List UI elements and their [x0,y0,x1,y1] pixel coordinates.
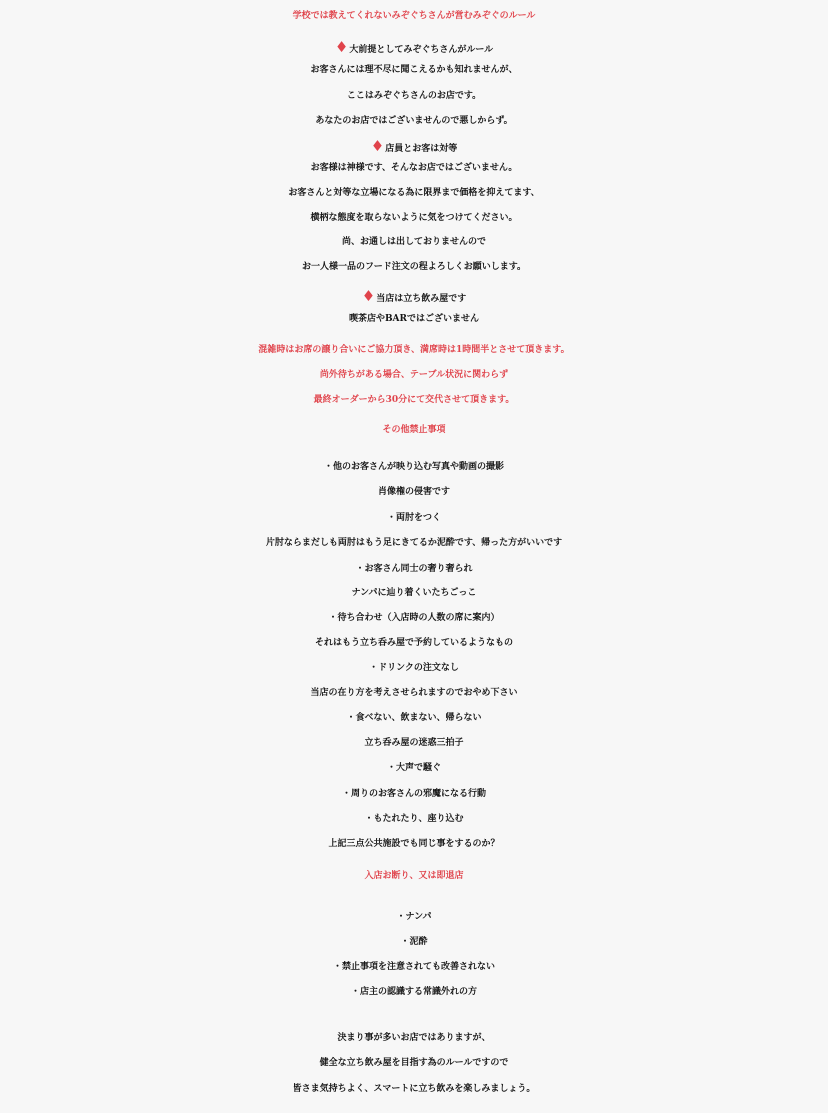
prohibited-item: ・食べない、飲まない、帰らない [346,713,482,723]
section-heading-refusal: 入店お断り、又は即退店 [364,871,464,881]
rule-heading-1 [0,40,828,55]
section-heading-prohibited: その他禁止事項 [382,425,446,435]
closing-text: 決まり事が多いお店ではありますが、 [337,1033,491,1043]
closing-text: 健全な立ち飲み屋を目指す為のルールですので [319,1058,509,1068]
refusal-item: ・ナンパ [396,912,432,922]
diamond-bullet-icon: ♦ [370,137,385,155]
rule-text: お客様は神様です、そんなお店ではございません。 [310,163,518,173]
prohibited-item: 当店の在り方を考えさせられますのでおやめ下さい [310,688,518,698]
rule-text: 尚、お通しは出しておりませんので [341,237,486,247]
notice-text: 最終オーダーから30分にて交代させて頂きます。 [313,395,515,405]
prohibited-item: 片肘ならまだしも両肘はもう足にきてるか泥酔です、帰った方がいいです [265,538,563,548]
rule-text: 横柄な態度を取らないように気をつけてください。 [310,213,518,223]
prohibited-item: 立ち呑み屋の迷惑三拍子 [364,738,464,748]
prohibited-item: ・もたれたり、座り込む [364,814,464,824]
refusal-item: ・店主の認識する常識外れの方 [350,987,477,997]
prohibited-item: 肖像権の侵害です [377,487,450,497]
rule-text: お一人様一品のフード注文の程よろしくお願いします。 [301,262,526,272]
prohibited-item: それはもう立ち呑み屋で予約しているようなもの [314,638,513,648]
rule-text: お客さんには理不尽に聞こえるかも知れませんが、 [310,65,518,75]
diamond-bullet-icon: ♦ [334,38,349,56]
notice-text: 尚外待ちがある場合、テーブル状況に関わらず [319,370,509,380]
refusal-item: ・泥酔 [400,937,428,947]
prohibited-item: ・ドリンクの注文なし [369,663,459,673]
rule-heading-2 [0,139,828,154]
rule-text: ここはみぞぐちさんのお店です。 [346,91,482,101]
prohibited-item: ナンパに辿り着くいたちごっこ [351,588,477,598]
prohibited-item: 上記三点公共施設でも同じ事をするのか？ [328,839,500,849]
rule-heading-text: 店員とお客は対等 [385,144,458,154]
prohibited-item: ・両肘をつく [386,513,441,523]
refusal-item: ・禁止事項を注意されても改善されない [332,962,495,972]
prohibited-item: ・大声で騒ぐ [386,763,441,773]
prohibited-item: ・他のお客さんが映り込む写真や動画の撮影 [323,462,504,472]
prohibited-item: ・待ち合わせ（入店時の人数の席に案内） [328,613,500,623]
closing-text: 皆さま気持ちよく、スマートに立ち飲みを楽しみましょう。 [292,1084,536,1094]
rule-heading-3 [0,289,828,304]
diamond-bullet-icon: ♦ [361,287,376,305]
rule-text: あなたのお店ではございませんので悪しからず。 [315,116,513,126]
rule-text: お客さんと対等な立場になる為に限界まで価格を抑えてます、 [288,188,540,198]
notice-text: 混雑時はお席の譲り合いにご協力頂き、満席時は1時間半とさせて頂きます。 [258,345,570,355]
rule-heading-text: 大前提としてみぞぐちさんがルール [349,45,494,55]
prohibited-item: ・お客さん同士の奢り奢られ [355,564,473,574]
rule-text: 喫茶店やBARではございません [348,314,480,324]
prohibited-item: ・周りのお客さんの邪魔になる行動 [341,789,486,799]
rule-heading-text: 当店は立ち飲み屋です [376,294,467,304]
page-title: 学校では教えてくれないみぞぐちさんが営むみぞぐのルール [292,11,536,21]
